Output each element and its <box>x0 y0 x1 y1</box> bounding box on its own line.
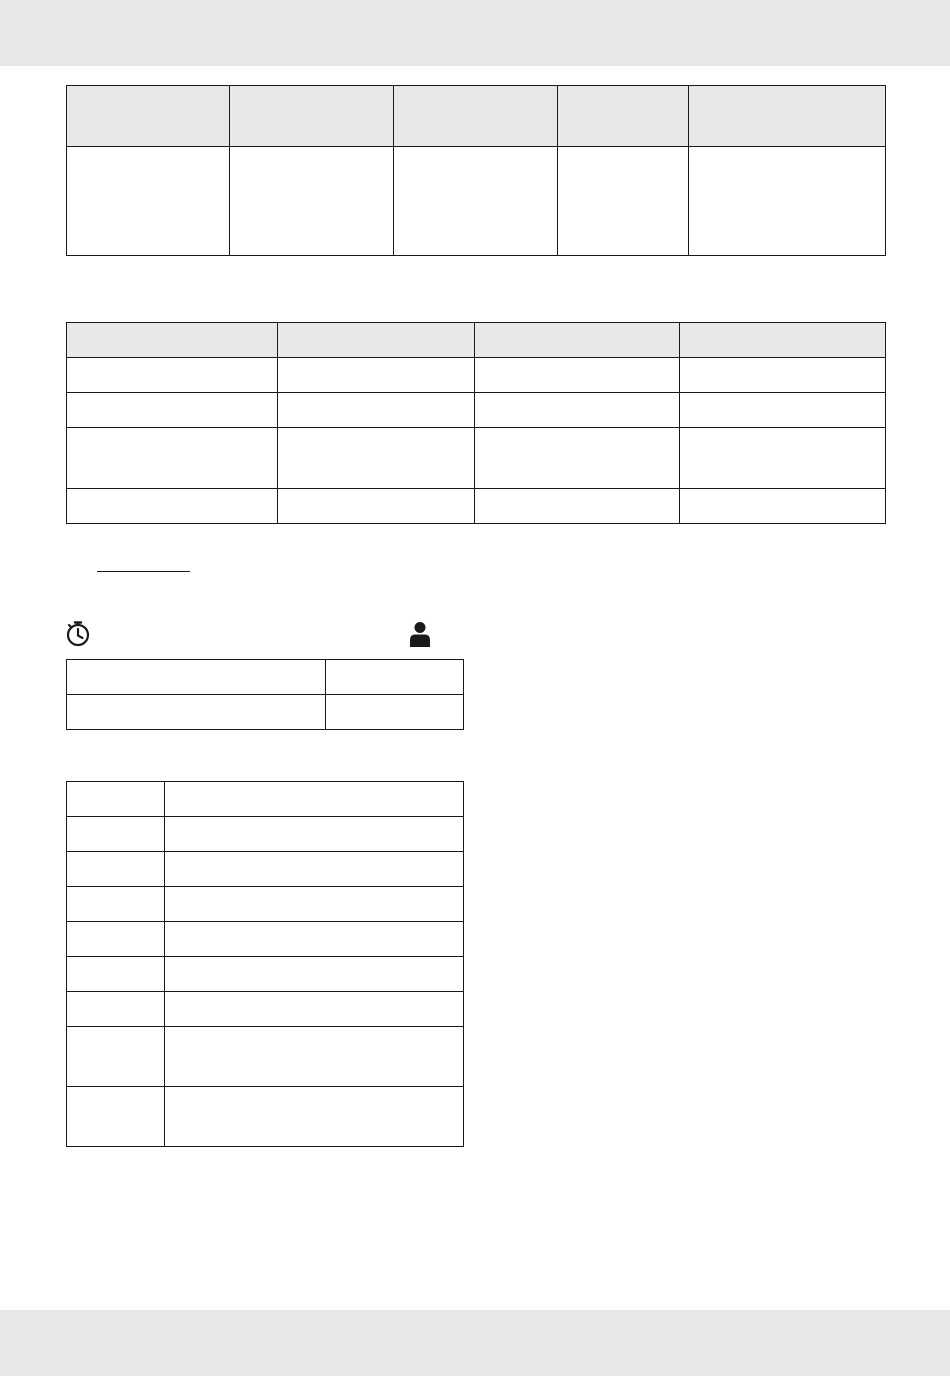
table-row <box>67 695 464 730</box>
table-header-cell <box>680 323 886 358</box>
table-cell <box>67 992 165 1027</box>
table-cell <box>67 817 165 852</box>
table-row <box>67 852 464 887</box>
table-row <box>67 922 464 957</box>
table-cell <box>278 358 475 393</box>
table-header-cell <box>689 86 886 147</box>
table-cell <box>475 393 680 428</box>
table-cell <box>278 428 475 489</box>
table-row <box>67 782 464 817</box>
table-cell <box>165 1027 464 1087</box>
table-cell <box>67 922 165 957</box>
table-4 <box>66 781 464 1147</box>
table-row <box>67 428 886 489</box>
table-cell <box>680 489 886 524</box>
table-cell <box>165 782 464 817</box>
table-cell <box>165 992 464 1027</box>
table-cell <box>394 147 558 256</box>
table-row <box>67 660 464 695</box>
table-cell <box>475 489 680 524</box>
table-cell <box>67 489 278 524</box>
table-cell <box>67 957 165 992</box>
table-header-cell <box>475 323 680 358</box>
table-cell <box>67 852 165 887</box>
table-cell <box>475 428 680 489</box>
table-3 <box>66 659 464 730</box>
table-row <box>67 358 886 393</box>
table-row <box>67 957 464 992</box>
table-header-cell <box>230 86 394 147</box>
table-header-row <box>67 323 886 358</box>
table-row <box>67 147 886 256</box>
table-cell <box>165 887 464 922</box>
table-cell <box>558 147 689 256</box>
table-cell <box>680 393 886 428</box>
table-header-cell <box>394 86 558 147</box>
table-row <box>67 992 464 1027</box>
table-cell <box>67 782 165 817</box>
table-cell <box>67 147 230 256</box>
table-cell <box>278 393 475 428</box>
table-row <box>67 1087 464 1147</box>
table-cell <box>475 358 680 393</box>
table-cell <box>165 957 464 992</box>
table-cell <box>67 428 278 489</box>
table-cell <box>230 147 394 256</box>
page-footer-band <box>0 1310 950 1376</box>
table-cell <box>689 147 886 256</box>
table-row <box>67 1027 464 1087</box>
table-row <box>67 817 464 852</box>
table-cell <box>67 1087 165 1147</box>
table-cell <box>67 1027 165 1087</box>
table-cell <box>165 922 464 957</box>
page-header-band <box>0 0 950 66</box>
table-row <box>67 393 886 428</box>
table-cell <box>67 358 278 393</box>
table-header-row <box>67 86 886 147</box>
table-cell <box>326 660 464 695</box>
table-row <box>67 887 464 922</box>
person-icon <box>406 620 434 648</box>
table-cell <box>67 695 326 730</box>
table-cell <box>165 1087 464 1147</box>
table-header-cell <box>278 323 475 358</box>
table-header-cell <box>558 86 689 147</box>
table-cell <box>278 489 475 524</box>
table-2 <box>66 322 886 524</box>
table-cell <box>326 695 464 730</box>
table-cell <box>67 660 326 695</box>
stopwatch-icon <box>64 619 92 647</box>
table-header-cell <box>67 86 230 147</box>
table-cell <box>67 393 278 428</box>
table-header-cell <box>67 323 278 358</box>
underlined-link[interactable] <box>97 559 190 572</box>
table-cell <box>165 852 464 887</box>
table-cell <box>680 358 886 393</box>
table-cell <box>680 428 886 489</box>
table-cell <box>165 817 464 852</box>
table-cell <box>67 887 165 922</box>
table-1 <box>66 85 886 256</box>
table-row <box>67 489 886 524</box>
